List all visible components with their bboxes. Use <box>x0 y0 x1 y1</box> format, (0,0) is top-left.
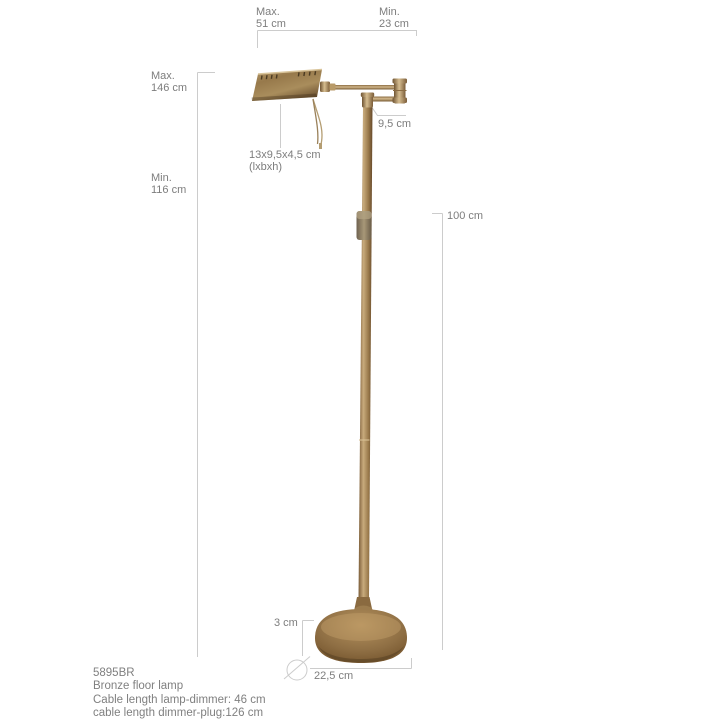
lower-arm-rod <box>369 97 396 102</box>
label-reach-max-title: Max. <box>256 6 280 18</box>
product-cable-line1: Cable length lamp-dimmer: 46 cm <box>93 693 266 706</box>
label-reach-min <box>379 7 409 30</box>
product-info <box>93 667 266 721</box>
label-pole-height: 100 cm <box>447 210 484 222</box>
label-height-max-value: 146 cm <box>151 81 188 94</box>
label-arm-drop: 9,5 cm <box>378 118 412 130</box>
dimension-line-base-height <box>303 621 315 657</box>
label-height-max <box>151 71 187 94</box>
swivel-joint <box>393 79 408 104</box>
label-reach-max-value: 51 cm <box>256 17 286 30</box>
dimension-line-height <box>198 73 216 658</box>
lamp-shade <box>252 70 322 102</box>
product-sku: 5895BR <box>93 667 135 679</box>
label-height-max-title: Max. <box>151 70 175 82</box>
elbow-joint <box>361 93 374 108</box>
pull-cord <box>313 99 322 149</box>
lamp-pole <box>354 106 373 615</box>
label-reach-min-value: 23 cm <box>379 17 409 30</box>
upper-arm-rod <box>333 85 395 90</box>
label-height-min <box>151 173 186 196</box>
label-height-min-value: 116 cm <box>151 183 187 196</box>
pole-joint-line <box>359 439 370 441</box>
label-shade-size-note: (lxbxh) <box>249 160 283 173</box>
dimension-line-arm-drop <box>371 106 406 116</box>
lamp-arm <box>320 79 407 108</box>
base-top-highlight <box>321 613 401 641</box>
shade-connector <box>320 82 336 93</box>
diameter-icon <box>284 657 310 681</box>
dimension-line-pole-height <box>432 214 443 651</box>
label-shade-size <box>249 150 321 173</box>
dimension-line-reach <box>258 31 418 49</box>
product-description: Bronze floor lamp <box>93 680 184 693</box>
product-cable-line2: cable length dimmer-plug:126 cm <box>93 707 264 720</box>
label-reach-min-title: Min. <box>379 6 400 18</box>
label-shade-size-value: 13x9,5x4,5 cm <box>249 149 321 161</box>
lamp-base <box>315 609 407 663</box>
label-base-diameter: 22,5 cm <box>314 670 354 682</box>
pole-grip-top <box>357 211 372 219</box>
label-reach-max <box>256 7 286 30</box>
label-base-height: 3 cm <box>274 617 298 629</box>
label-height-min-title: Min. <box>151 172 172 184</box>
